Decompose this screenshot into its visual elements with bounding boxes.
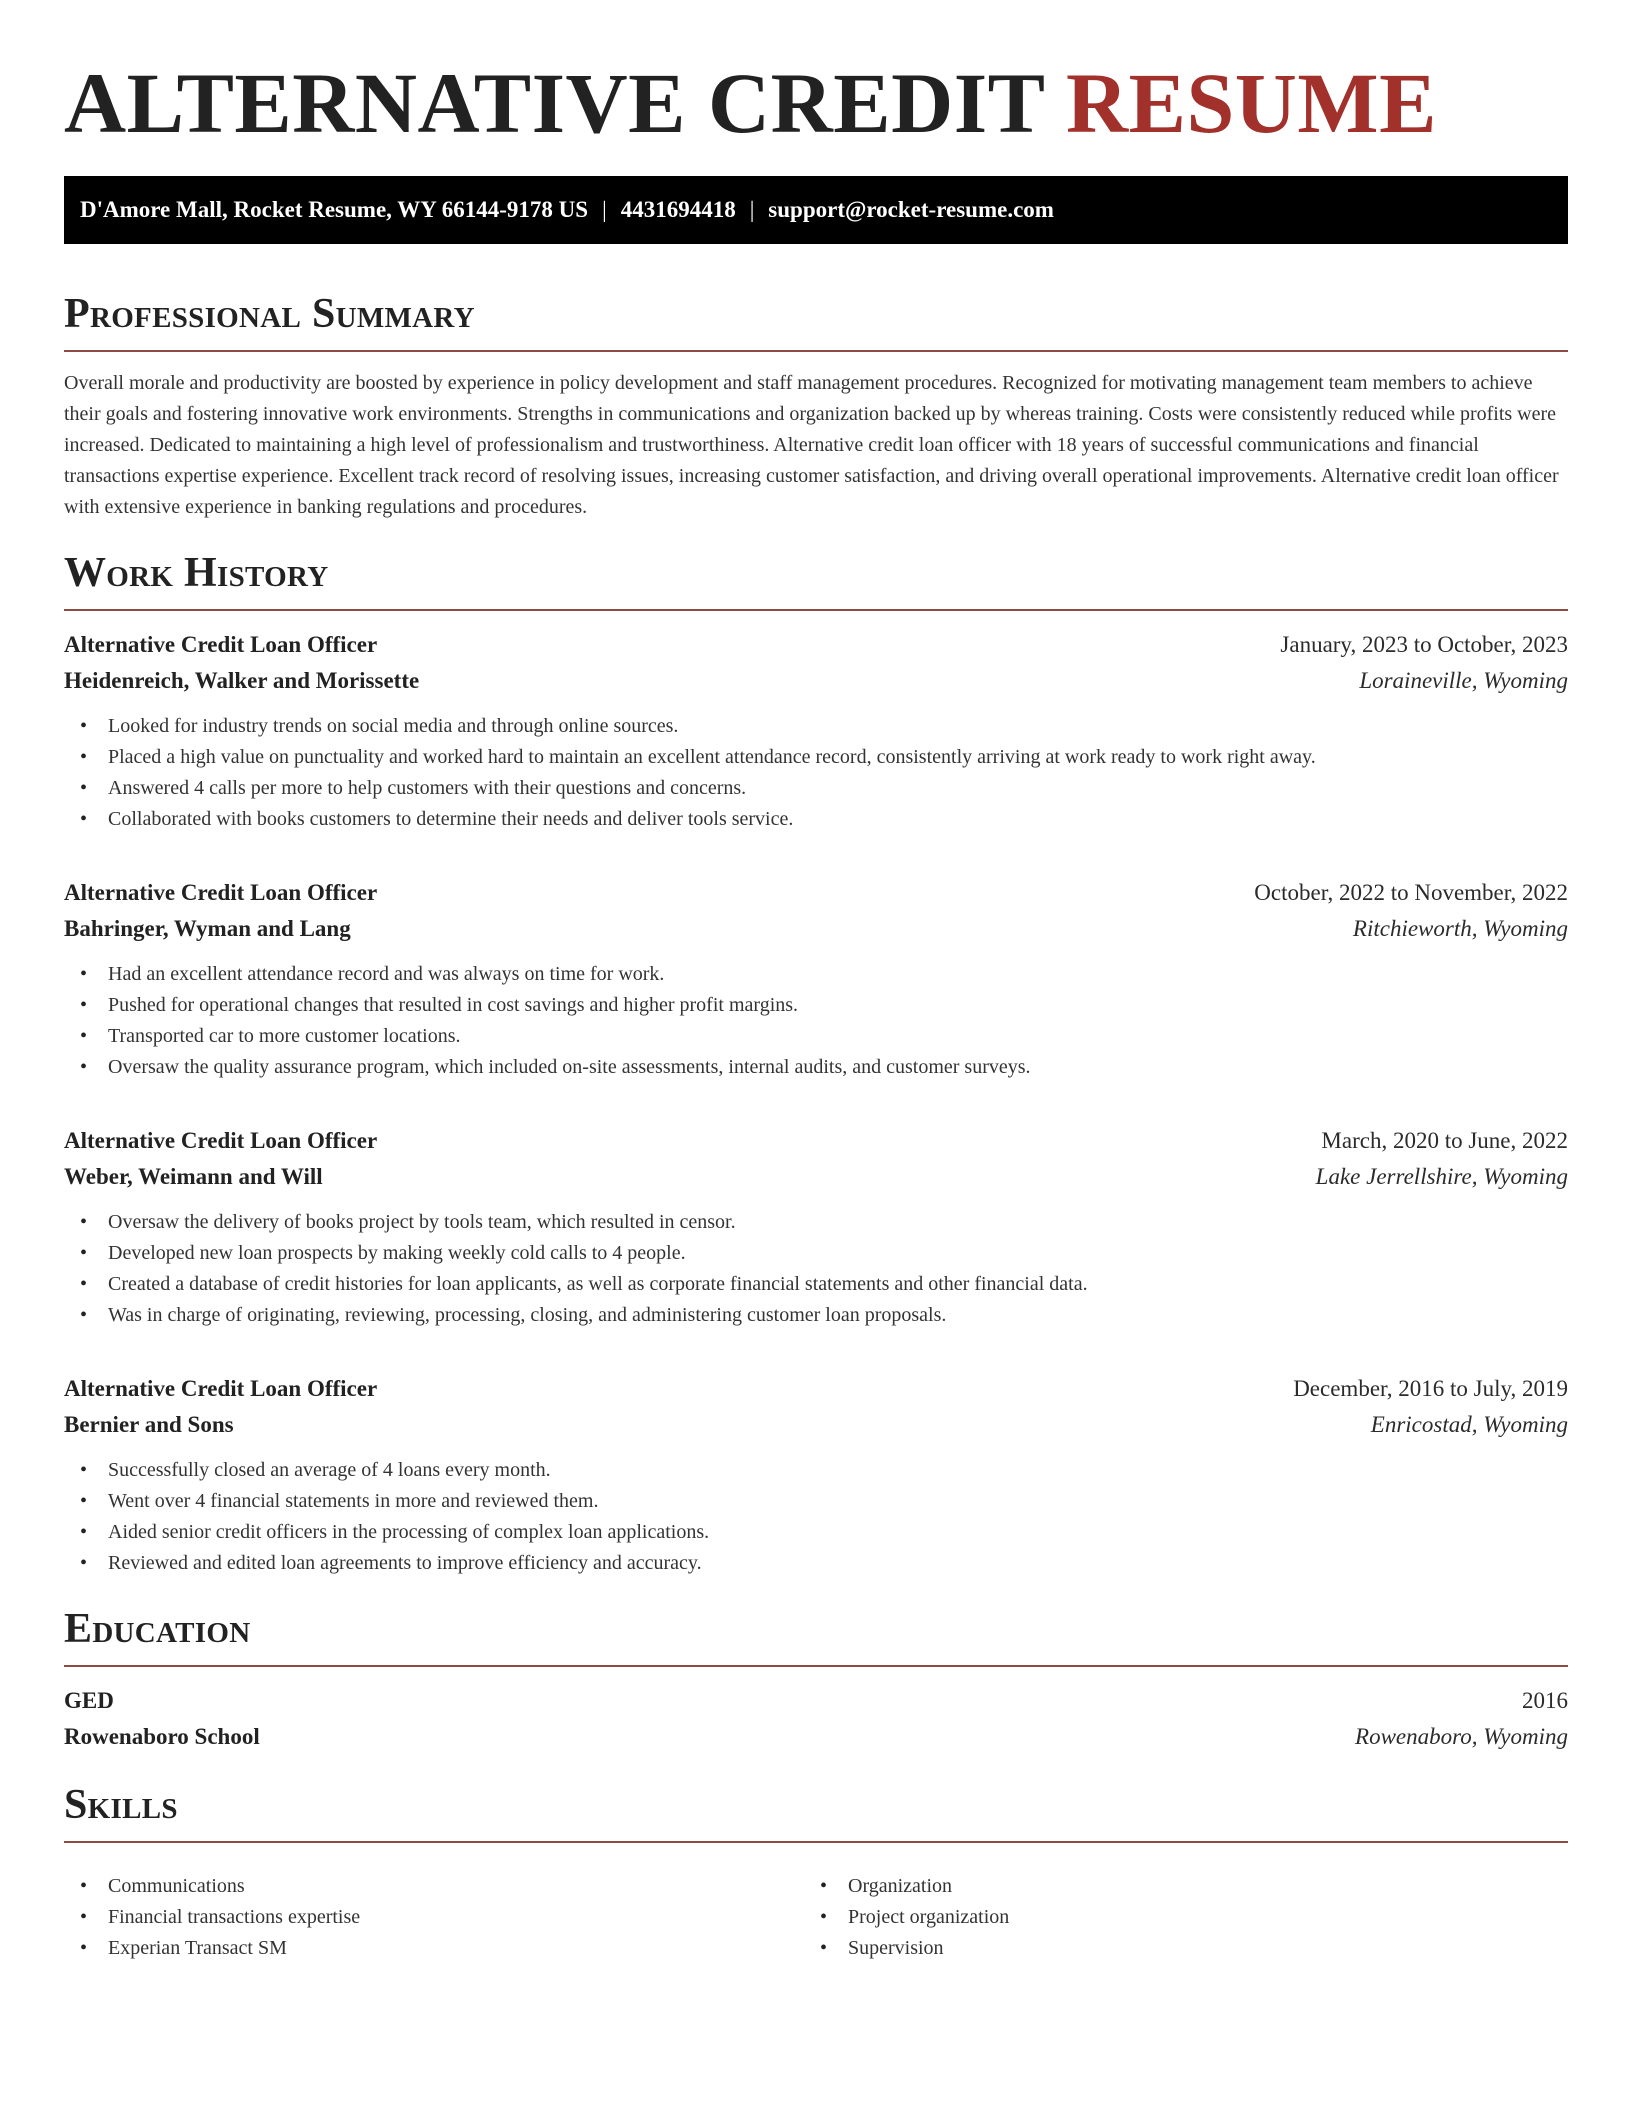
job-bullet: • Successfully closed an average of 4 loans every month. [64,1455,1568,1486]
job-entry [64,1371,1568,1579]
resume-page [64,0,1568,1964]
title-main: ALTERNATIVE CREDIT [64,55,1044,151]
education-year: 2016 [1522,1688,1568,1713]
job-dates: January, 2023 to October, 2023 [1280,632,1568,657]
skills-column-left [64,1871,804,1964]
skill-item: • Financial transactions expertise [64,1902,804,1933]
summary-section [64,290,1568,523]
job-bullet: • Reviewed and edited loan agreements to improve efficiency and accuracy. [64,1548,1568,1579]
job-entry [64,1123,1568,1331]
job-bullet: • Transported car to more customer locations. [64,1021,1568,1052]
skills-column-right [804,1871,1544,1964]
job-bullet: • Answered 4 calls per more to help customers with their questions and concerns. [64,773,1568,804]
contact-bar [64,176,1568,244]
skill-item: • Project organization [804,1902,1544,1933]
job-bullets [64,1455,1568,1579]
skills-section [64,1781,1568,1964]
job-bullet: • Aided senior credit officers in the processing of complex loan applications. [64,1517,1568,1548]
job-title: Alternative Credit Loan Officer [64,1376,378,1401]
job-entry [64,875,1568,1083]
education-entry [64,1683,1568,1755]
job-bullet: • Placed a high value on punctuality and worked hard to maintain an excellent attendance record, consistently arriving at work ready to work right away. [64,742,1568,773]
job-bullets [64,1207,1568,1331]
job-bullet: • Was in charge of originating, reviewing, processing, closing, and administering customer loan proposals. [64,1300,1568,1331]
skill-item: • Organization [804,1871,1544,1902]
education-degree: GED [64,1688,114,1713]
job-title: Alternative Credit Loan Officer [64,1128,378,1153]
work-history-section [64,549,1568,1579]
job-location: Ritchieworth, Wyoming [1352,916,1568,941]
job-bullet: • Oversaw the quality assurance program, which included on-site assessments, internal audits, and customer surveys. [64,1052,1568,1083]
job-company: Bernier and Sons [64,1412,234,1437]
skill-item: • Supervision [804,1933,1544,1964]
job-bullet: • Went over 4 financial statements in more and reviewed them. [64,1486,1568,1517]
job-bullets [64,959,1568,1083]
education-location: Rowenaboro, Wyoming [1355,1724,1568,1749]
job-bullet: • Created a database of credit histories for loan applicants, as well as corporate financial statements and other financial data. [64,1269,1568,1300]
contact-separator: | [602,197,607,222]
job-dates: October, 2022 to November, 2022 [1254,880,1568,905]
job-location: Lake Jerrellshire, Wyoming [1315,1164,1568,1189]
skills-grid [64,1859,1568,1964]
job-title: Alternative Credit Loan Officer [64,632,378,657]
job-company: Heidenreich, Walker and Morissette [64,668,420,693]
skills-heading: Skills [64,1781,1568,1843]
job-dates: December, 2016 to July, 2019 [1293,1376,1568,1401]
education-school: Rowenaboro School [64,1724,260,1749]
job-bullet: • Oversaw the delivery of books project by tools team, which resulted in censor. [64,1207,1568,1238]
education-section [64,1605,1568,1755]
job-company: Weber, Weimann and Will [64,1164,323,1189]
job-entry [64,627,1568,835]
summary-text: Overall morale and productivity are boosted by experience in policy development and staff management procedures. Recognized for motivating management team members to achieve their goals and fostering innovative work environments. Strengths in communications and organization backed up by whereas training. Costs were consistently reduced while profits were increased. Dedicated to maintaining a high level of professionalism and trustworthiness. Alternative credit loan officer with 18 years of successful communications and financial transactions expertise experience. Excellent track record of resolving issues, increasing customer satisfaction, and driving overall operational improvements. Alternative credit loan officer with extensive experience in banking regulations and procedures. [64,372,1559,518]
education-heading: Education [64,1605,1568,1667]
contact-address: D'Amore Mall, Rocket Resume, WY 66144-9178 US [80,197,589,222]
job-location: Loraineville, Wyoming [1359,668,1568,693]
skill-item: • Experian Transact SM [64,1933,804,1964]
job-bullet: • Had an excellent attendance record and was always on time for work. [64,959,1568,990]
work-history-heading: Work History [64,549,1568,611]
job-location: Enricostad, Wyoming [1370,1412,1568,1437]
contact-separator: | [749,197,755,222]
skill-item: • Communications [64,1871,804,1902]
job-bullet: • Collaborated with books customers to determine their needs and deliver tools service. [64,804,1568,835]
job-dates: March, 2020 to June, 2022 [1321,1128,1568,1153]
job-bullet: • Looked for industry trends on social media and through online sources. [64,711,1568,742]
job-bullet: • Pushed for operational changes that resulted in cost savings and higher profit margins. [64,990,1568,1021]
job-bullets [64,711,1568,835]
title-accent: RESUME [1066,55,1437,151]
job-company: Bahringer, Wyman and Lang [64,916,351,941]
job-title: Alternative Credit Loan Officer [64,880,378,905]
contact-phone: 4431694418 [620,197,736,222]
contact-email: support@rocket-resume.com [768,197,1054,222]
job-bullet: • Developed new loan prospects by making weekly cold calls to 4 people. [64,1238,1568,1269]
summary-heading: Professional Summary [64,290,1568,352]
resume-title [64,55,1568,151]
